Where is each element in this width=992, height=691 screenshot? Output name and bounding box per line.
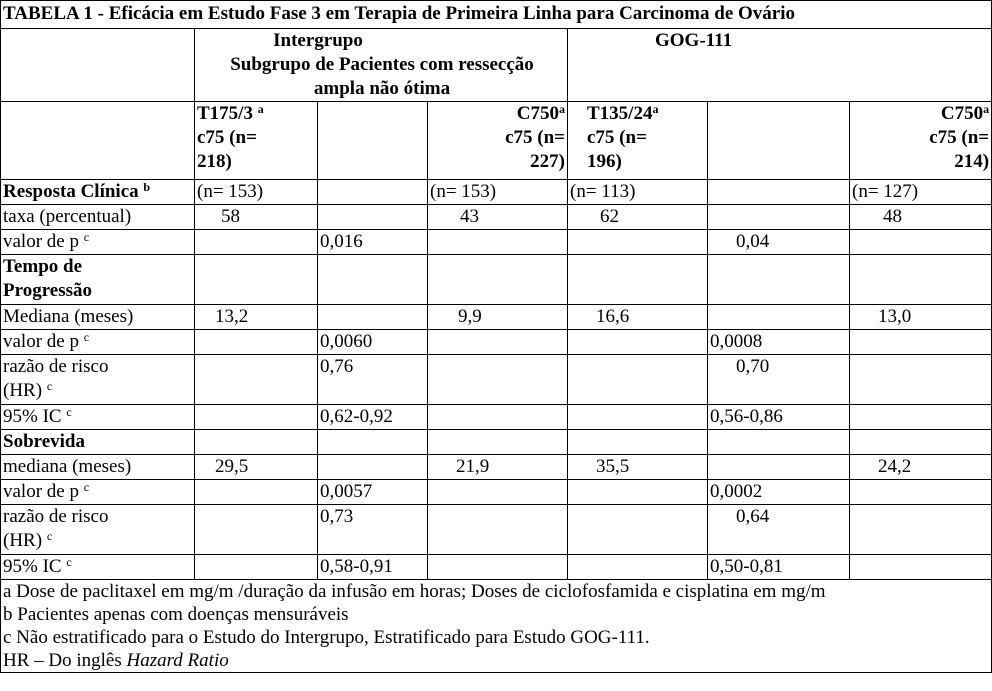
table-row	[1, 455, 992, 480]
table-row	[1, 330, 992, 355]
arm-c750a-n-value: 227)	[530, 151, 565, 172]
gog-header	[568, 29, 992, 102]
table-row	[1, 205, 992, 230]
arm-t135-name: T135/24	[587, 103, 653, 124]
cell-hr1-int: 0,76	[318, 355, 428, 405]
cell-empty	[708, 205, 850, 230]
cell-empty	[708, 255, 850, 305]
cell-empty	[428, 230, 568, 255]
table-row	[1, 305, 992, 330]
table-title: TABELA 1 - Eficácia em Estudo Fase 3 em Terapia de Primeira Linha para Carcinoma de Ovário	[1, 1, 992, 29]
arm-t175-sup: a	[257, 102, 264, 116]
row-label-mediana1: Mediana (meses)	[1, 305, 195, 330]
cell-mediana1-c750b: 13,0	[850, 305, 992, 330]
arm-c750a-n: c75 (n=	[505, 127, 565, 148]
cell-hr2-gog: 0,64	[708, 505, 850, 555]
cell-taxa-c750b: 48	[850, 205, 992, 230]
cell-p2-gog: 0,0008	[708, 330, 850, 355]
footnotes-row	[1, 580, 992, 673]
cell-empty	[195, 230, 318, 255]
cell-empty	[195, 430, 318, 455]
cell-mediana2-t135: 35,5	[568, 455, 708, 480]
footnotes	[1, 580, 992, 673]
cell-empty	[318, 255, 428, 305]
arm-c750b-n: c75 (n=	[929, 127, 990, 148]
cell-mediana1-c750a: 9,9	[428, 305, 568, 330]
cell-empty	[708, 305, 850, 330]
cell-empty	[850, 255, 992, 305]
cell-taxa-t175: 58	[195, 205, 318, 230]
footnote-hr-italic: Hazard Ratio	[126, 650, 229, 671]
cell-ic2-int: 0,58-0,91	[318, 555, 428, 580]
table-row	[1, 505, 992, 555]
cell-empty	[568, 355, 708, 405]
cell-empty	[568, 230, 708, 255]
row-label-tempo: Tempo de Progressão	[1, 255, 195, 305]
cell-p1-int: 0,016	[318, 230, 428, 255]
cell-p3-gog: 0,0002	[708, 480, 850, 505]
row-label-p2: valor de p $^c$	[1, 330, 195, 355]
cell-ic1-gog: 0,56-0,86	[708, 405, 850, 430]
cell-resposta-t135: (n= 113)	[568, 180, 708, 205]
cell-empty	[850, 505, 992, 555]
arm-empty-1	[318, 102, 428, 180]
cell-empty	[568, 330, 708, 355]
cell-p1-gog: 0,04	[708, 230, 850, 255]
cell-empty	[708, 455, 850, 480]
cell-p3-int: 0,0057	[318, 480, 428, 505]
cell-empty	[428, 255, 568, 305]
cell-empty	[318, 430, 428, 455]
cell-hr1-gog: 0,70	[708, 355, 850, 405]
row-label-sobrevida: Sobrevida	[1, 430, 195, 455]
row-label-ic2: 95% IC $^c$	[1, 555, 195, 580]
cell-hr2-int: 0,73	[318, 505, 428, 555]
row-label-resposta: Resposta Clínica $^b$	[1, 180, 195, 205]
arm-c750a-name: C750	[516, 103, 559, 124]
cell-empty	[195, 505, 318, 555]
cell-empty	[428, 355, 568, 405]
arm-c750a	[428, 102, 568, 180]
row-label-taxa: taxa (percentual)	[1, 205, 195, 230]
arm-t135-n: c75 (n=	[587, 127, 647, 148]
cell-p2-int: 0,0060	[318, 330, 428, 355]
table-row	[1, 355, 992, 405]
cell-empty	[708, 430, 850, 455]
table-row	[1, 430, 992, 455]
cell-empty	[850, 230, 992, 255]
cell-empty	[195, 405, 318, 430]
intergroup-line3: ampla não ótima	[313, 78, 451, 99]
intergroup-line1: Intergrupo	[273, 30, 363, 51]
cell-empty	[195, 355, 318, 405]
row-label-hr1: razão de risco (HR) $^c$	[1, 355, 195, 405]
arm-c750b-n-value: 214)	[954, 151, 990, 172]
row-label-p1: valor de p $^c$	[1, 230, 195, 255]
arm-t135-sup: a	[652, 102, 659, 116]
cell-mediana2-c750a: 21,9	[428, 455, 568, 480]
cell-empty	[318, 305, 428, 330]
cell-empty	[568, 480, 708, 505]
cell-ic1-int: 0,62-0,92	[318, 405, 428, 430]
cell-empty	[428, 405, 568, 430]
cell-empty	[195, 555, 318, 580]
cell-empty	[568, 405, 708, 430]
table-row	[1, 555, 992, 580]
arm-header-empty	[1, 102, 195, 180]
cell-taxa-c750a: 43	[428, 205, 568, 230]
arm-c750b-sup: a	[983, 102, 990, 116]
cell-mediana2-c750b: 24,2	[850, 455, 992, 480]
arm-t175-n: c75 (n=	[197, 127, 257, 148]
cell-empty	[318, 205, 428, 230]
cell-resposta-t175: (n= 153)	[195, 180, 318, 205]
cell-mediana2-t175: 29,5	[195, 455, 318, 480]
cell-empty	[850, 405, 992, 430]
arm-t135-n-value: 196)	[587, 151, 622, 172]
row-label-mediana2: mediana (meses)	[1, 455, 195, 480]
cell-empty	[318, 180, 428, 205]
cell-resposta-c750a: (n= 153)	[428, 180, 568, 205]
cell-empty	[428, 480, 568, 505]
cell-empty	[318, 455, 428, 480]
cell-empty	[428, 430, 568, 455]
cell-empty	[428, 330, 568, 355]
gog-label: GOG-111	[655, 30, 733, 51]
cell-mediana1-t175: 13,2	[195, 305, 318, 330]
cell-empty	[850, 555, 992, 580]
cell-empty	[195, 330, 318, 355]
table-row	[1, 180, 992, 205]
cell-empty	[195, 255, 318, 305]
cell-empty	[850, 330, 992, 355]
arm-t175-n-value: 218)	[197, 151, 232, 172]
cell-empty	[568, 555, 708, 580]
cell-empty	[195, 480, 318, 505]
arm-c750b-name: C750	[940, 103, 984, 124]
intergroup-header	[195, 29, 568, 102]
cell-empty	[428, 505, 568, 555]
arm-t175	[195, 102, 318, 180]
cell-empty	[428, 555, 568, 580]
arm-empty-2	[708, 102, 850, 180]
intergroup-line2: Subgrupo de Pacientes com ressecção	[230, 54, 534, 75]
cell-empty	[850, 355, 992, 405]
cell-empty	[568, 505, 708, 555]
cell-ic2-gog: 0,50-0,81	[708, 555, 850, 580]
cell-empty	[850, 430, 992, 455]
cell-empty	[850, 480, 992, 505]
table-row	[1, 480, 992, 505]
table-row	[1, 405, 992, 430]
cell-mediana1-t135: 16,6	[568, 305, 708, 330]
table-row	[1, 230, 992, 255]
table-row	[1, 255, 992, 305]
cell-resposta-c750b: (n= 127)	[850, 180, 992, 205]
arm-t135	[568, 102, 708, 180]
cell-empty	[568, 430, 708, 455]
cell-taxa-t135: 62	[568, 205, 708, 230]
row-label-ic1: 95% IC $^c$	[1, 405, 195, 430]
footnote-hr: HR – Do inglês Hazard Ratio	[3, 650, 229, 671]
row-label-hr2: razão de risco (HR) $^c$	[1, 505, 195, 555]
arm-t175-name: T175/3	[197, 103, 253, 124]
footnote-b: b Pacientes apenas com doenças mensuráveis	[3, 604, 349, 625]
row-label-p3: valor de p $^c$	[1, 480, 195, 505]
footnote-a: a Dose de paclitaxel em mg/m /duração da infusão em horas; Doses de ciclofosfamida e cisplatina em mg/m	[3, 581, 826, 602]
arm-c750b	[850, 102, 992, 180]
cell-empty	[568, 255, 708, 305]
cell-empty	[708, 180, 850, 205]
footnote-c: c Não estratificado para o Estudo do Intergrupo, Estratificado para Estudo GOG-111.	[3, 627, 650, 648]
arm-c750a-sup: a	[559, 102, 565, 116]
